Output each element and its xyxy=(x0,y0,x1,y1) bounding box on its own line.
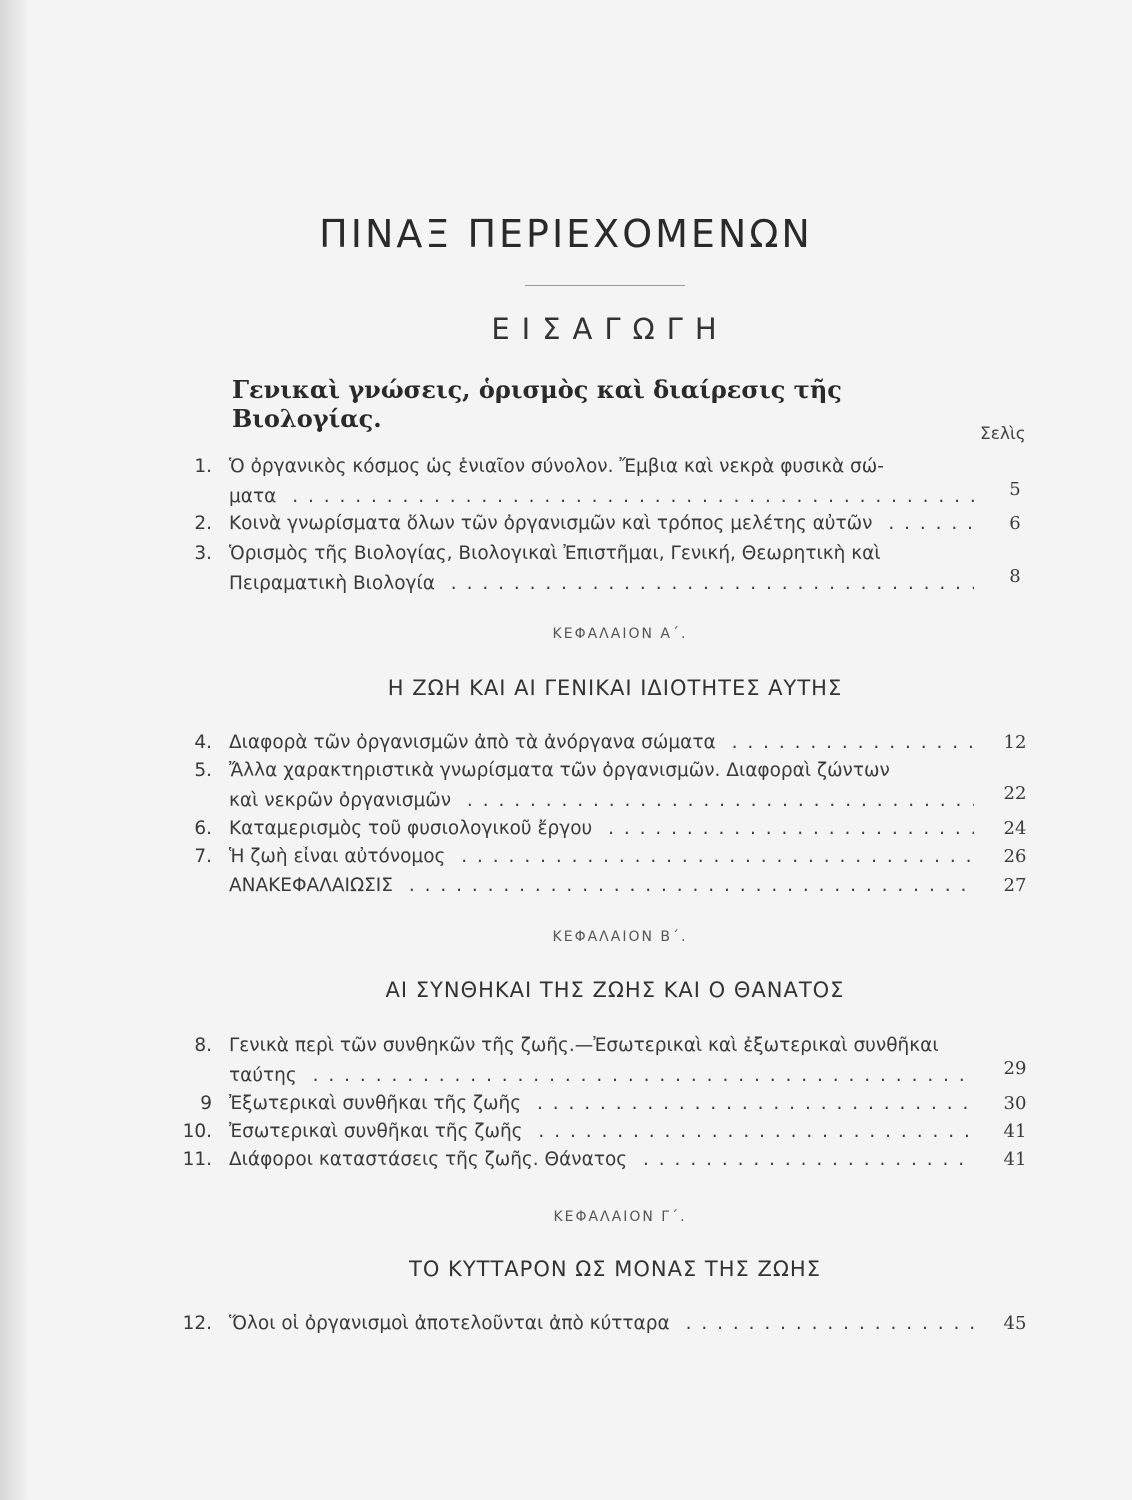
entry-page: 30 xyxy=(1003,1093,1027,1114)
intro-heading: ΕΙΣΑΓΩΓΗ xyxy=(491,312,729,346)
page-title: ΠΙΝΑΞ ΠΕΡΙΕΧΟΜΕΝΩΝ xyxy=(319,212,813,256)
page-column-label: Σελὶς xyxy=(980,424,1026,444)
chapter-c-title: ΤΟ ΚΥΤΤΑΡΟΝ ΩΣ ΜΟΝΑΣ ΤΗΣ ΖΩΗΣ xyxy=(409,1257,821,1281)
entry-title: Ὁ ὀργανικὸς κόσμος ὡς ἑνιαῖον σύνολον. Ἔμβια καὶ νεκρὰ φυσικὰ σώ- xyxy=(229,456,892,477)
entry-number: 4. xyxy=(194,732,212,753)
entry-title: Ἄλλα χαρακτηριστικὰ γνωρίσματα τῶν ὀργανισμῶν. Διαφοραὶ ζώντων xyxy=(229,760,898,781)
entry-title-continued: ματα xyxy=(229,486,284,507)
entry-page: 22 xyxy=(1003,783,1027,804)
entry-number: 8. xyxy=(194,1035,212,1056)
entry-title: Κοινὰ γνωρίσματα ὅλων τῶν ὀργανισμῶν καὶ τρόπος μελέτης αὐτῶν xyxy=(229,513,880,534)
entry-title-continued: καὶ νεκρῶν ὀργανισμῶν xyxy=(229,790,459,811)
entry-title: Ὅλοι οἱ ὀργανισμοὶ ἀποτελοῦνται ἀπὸ κύτταρα xyxy=(229,1313,678,1334)
entry-number: 6. xyxy=(194,818,212,839)
entry-number: 5. xyxy=(194,760,212,781)
entry-page: 27 xyxy=(1003,875,1027,896)
entry-number: 3. xyxy=(194,543,212,564)
entry-page: 41 xyxy=(1003,1121,1027,1142)
entry-page: 5 xyxy=(1009,479,1021,500)
entry-title: Ἐξωτερικαὶ συνθῆκαι τῆς ζωῆς xyxy=(229,1093,529,1114)
title-divider xyxy=(525,285,685,286)
chapter-c-label: ΚΕΦΑΛΑΙΟΝ Γ΄. xyxy=(553,1209,687,1225)
entry-page: 29 xyxy=(1003,1058,1027,1079)
entry-title: Διαφορὰ τῶν ὀργανισμῶν ἀπὸ τὰ ἀνόργανα σώματα xyxy=(229,732,724,753)
intro-subtitle: Γενικαὶ γνώσεις, ὁρισμὸς καὶ διαίρεσις τῆς Βιολογίας. xyxy=(232,375,842,433)
entry-number: 9 xyxy=(200,1093,212,1114)
entry-title: ΑΝΑΚΕΦΑΛΑΙΩΣΙΣ xyxy=(229,875,401,896)
entry-title: Ἐσωτερικαὶ συνθῆκαι τῆς ζωῆς xyxy=(229,1121,531,1142)
entry-title: Γενικὰ περὶ τῶν συνθηκῶν τῆς ζωῆς.—Ἐσωτερικαὶ καὶ ἐξωτερικαὶ συνθῆκαι xyxy=(229,1035,947,1056)
entry-title: Ὁρισμὸς τῆς Βιολογίας, Βιολογικαὶ Ἐπιστῆμαι, Γενική, Θεωρητικὴ καὶ xyxy=(229,543,889,564)
entry-number: 11. xyxy=(182,1149,212,1170)
chapter-b-title: ΑΙ ΣΥΝΘΗΚΑΙ ΤΗΣ ΖΩΗΣ ΚΑΙ Ο ΘΑΝΑΤΟΣ xyxy=(385,978,845,1002)
entry-title: Ἡ ζωὴ εἶναι αὐτόνομος xyxy=(229,846,453,867)
entry-page: 8 xyxy=(1009,566,1021,587)
entry-number: 1. xyxy=(194,456,212,477)
chapter-a-title: Η ΖΩΗ ΚΑΙ ΑΙ ΓΕΝΙΚΑΙ ΙΔΙΟΤΗΤΕΣ ΑΥΤΗΣ xyxy=(387,676,843,700)
entry-title-continued: Πειραματικὴ Βιολογία xyxy=(229,573,443,594)
chapter-a-label: ΚΕΦΑΛΑΙΟΝ Α΄. xyxy=(552,626,688,642)
entry-number: 12. xyxy=(182,1313,212,1334)
entry-page: 12 xyxy=(1003,732,1027,753)
entry-number: 10. xyxy=(182,1121,212,1142)
entry-title: Διάφοροι καταστάσεις τῆς ζωῆς. Θάνατος xyxy=(229,1149,635,1170)
entry-page: 45 xyxy=(1003,1313,1027,1334)
entry-page: 24 xyxy=(1003,818,1027,839)
entry-title-continued: ταύτης xyxy=(229,1065,305,1086)
entry-page: 41 xyxy=(1003,1149,1027,1170)
entry-title: Καταμερισμὸς τοῦ φυσιολογικοῦ ἔργου xyxy=(229,818,600,839)
entry-page: 26 xyxy=(1003,846,1027,867)
entry-number: 7. xyxy=(194,846,212,867)
chapter-b-label: ΚΕΦΑΛΑΙΟΝ Β΄. xyxy=(552,929,688,945)
entry-page: 6 xyxy=(1009,513,1021,534)
entry-number: 2. xyxy=(194,513,212,534)
